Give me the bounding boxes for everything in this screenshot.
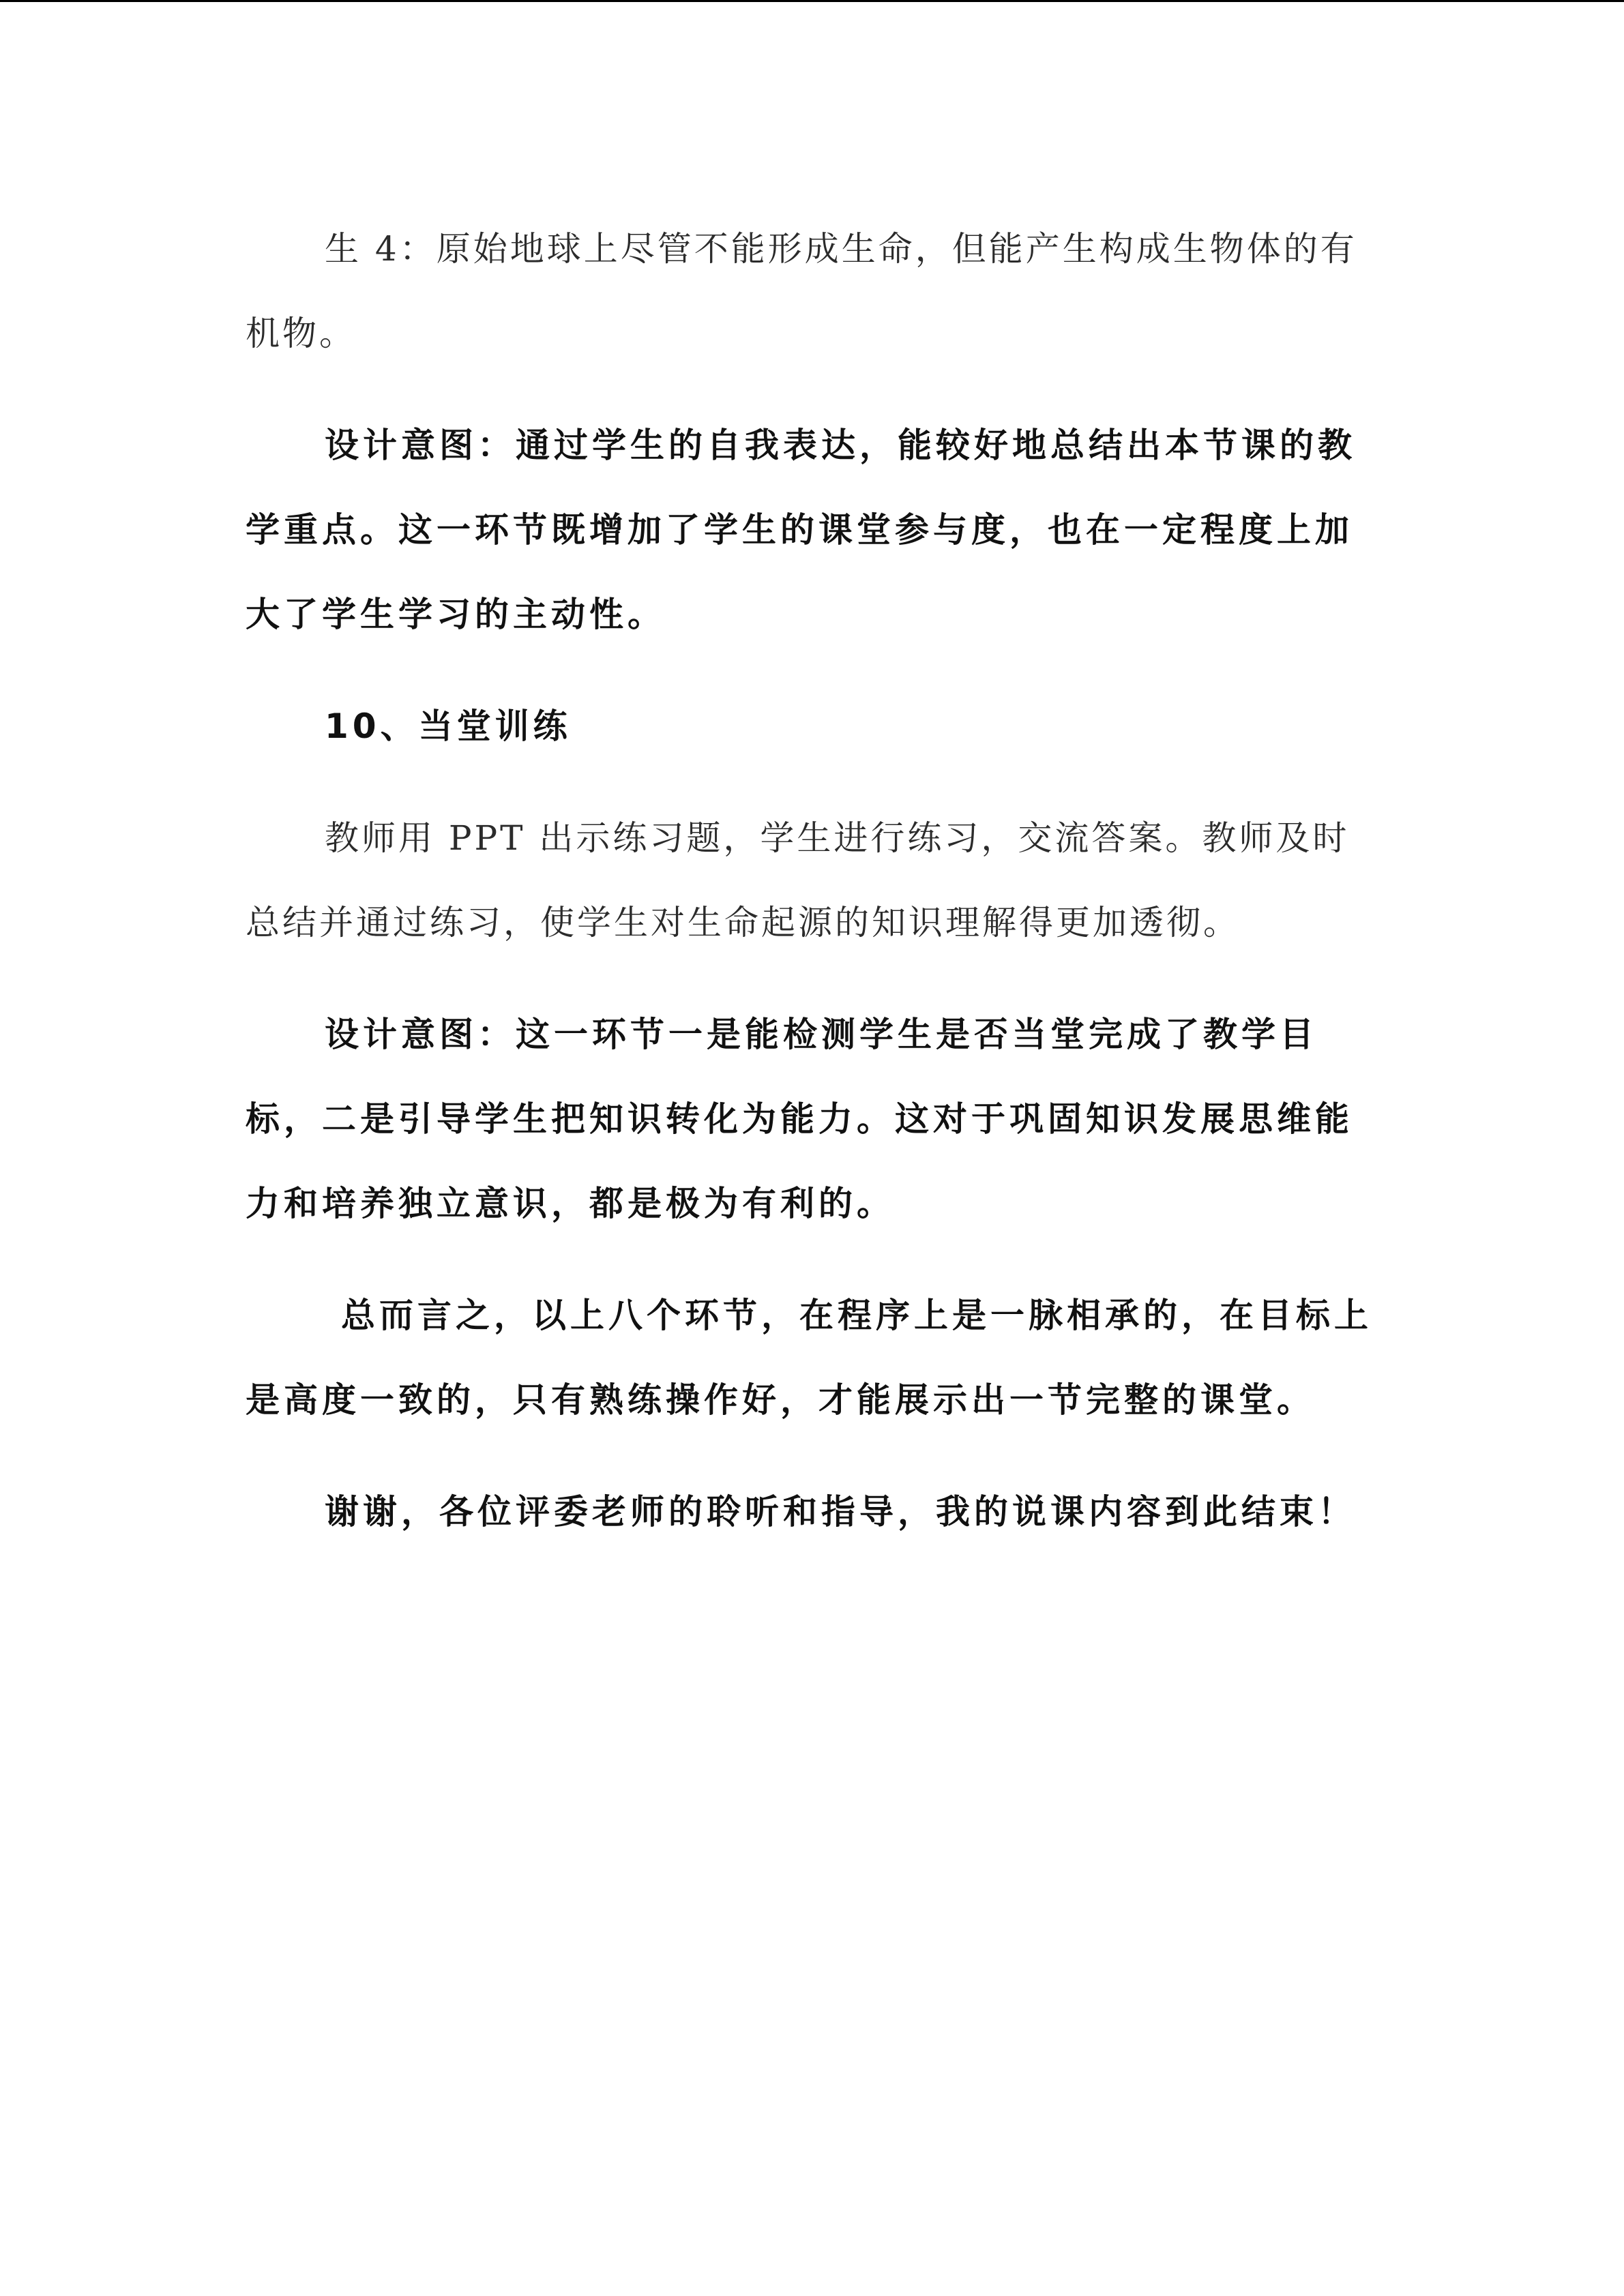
paragraph-practice-description: 教师用 PPT 出示练习题，学生进行练习，交流答案。教师及时总结并通过练习，使学生对生命起源的知识理解得更加透彻。 <box>246 818 1350 942</box>
paragraph-closing-thanks: 谢谢，各位评委老师的聆听和指导，我的说课内容到此结束！ <box>325 1492 1356 1532</box>
paragraph-student-answer: 生 4：原始地球上尽管不能形成生命，但能产生构成生物体的有机物。 <box>246 229 1357 353</box>
paragraph-design-intent-1: 设计意图：通过学生的自我表达，能较好地总结出本节课的教学重点。这一环节既增加了学生的课堂参与度，也在一定程度上加大了学生学习的主动性。 <box>246 426 1356 634</box>
section-heading-classroom-practice: 10、当堂训练 <box>325 706 572 746</box>
document-body <box>246 207 1378 1554</box>
paragraph-summary: 总而言之，以上八个环节，在程序上是一脉相承的，在目标上是高度一致的，只有熟练操作好，才能展示出一节完整的课堂。 <box>246 1296 1372 1420</box>
paragraph-design-intent-2: 设计意图：这一环节一是能检测学生是否当堂完成了教学目标，二是引导学生把知识转化为能力。这对于巩固知识发展思维能力和培养独立意识，都是极为有利的。 <box>246 1015 1353 1223</box>
